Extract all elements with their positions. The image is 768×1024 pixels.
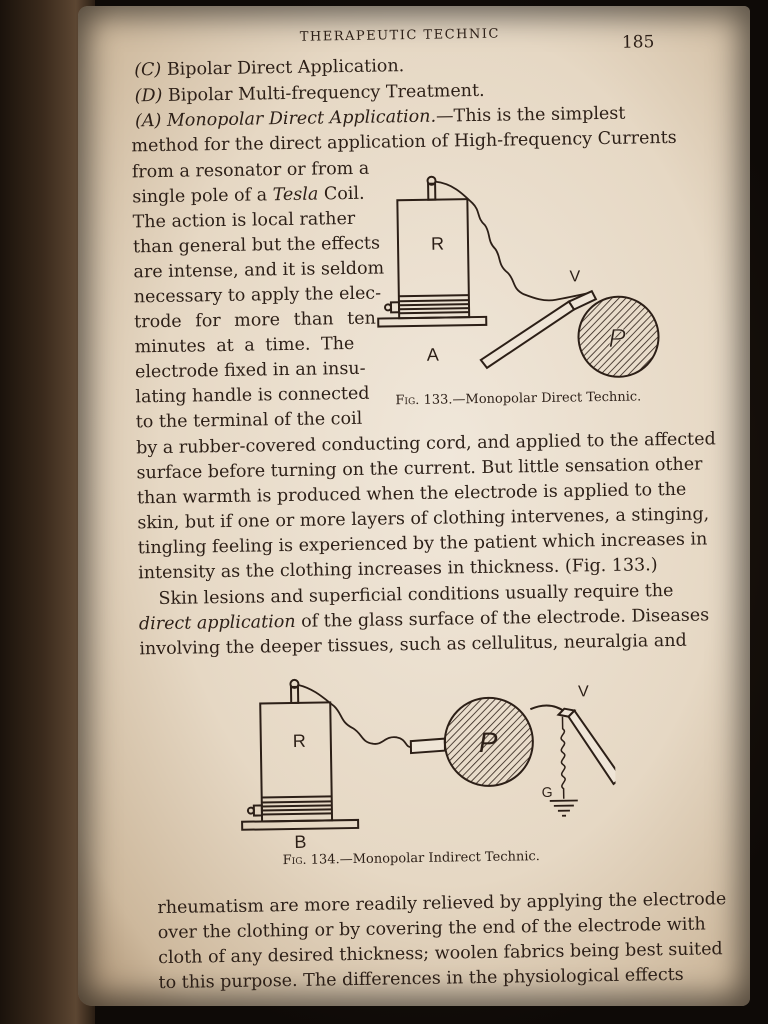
running-head: THERAPEUTIC TECHNIC [299, 26, 501, 45]
figure-134-diagram [234, 668, 617, 854]
fig133-label-r: R [430, 233, 445, 254]
paragraph1-line: tingling feeling is experienced by the patient which increases in [137, 529, 708, 559]
paragraph3-line: over the clothing or by covering the end of the electrode with [157, 914, 706, 944]
wrap-line: than general but the effects [132, 233, 381, 258]
paragraph1-line: than warmth is produced when the electrode is applied to the [136, 479, 687, 509]
page-content [78, 6, 750, 1006]
intro-line: method for the direct application of High-frequency Currents [131, 127, 677, 157]
fig133-label-a: A [426, 344, 439, 365]
paragraph2-line: involving the deeper tissues, such as cellulitus, neuralgia and [139, 630, 687, 660]
wrap-line: are intense, and it is seldom [133, 258, 385, 283]
figure-134-caption: Fig. 134.—Monopolar Indirect Technic. [282, 849, 541, 869]
wrap-line: to the terminal of the coil [135, 408, 363, 433]
wrap-line: The action is local rather [132, 208, 356, 233]
figure-133-caption: Fig. 133.—Monopolar Direct Technic. [395, 389, 642, 409]
wrap-line: lating handle is connected [135, 383, 370, 408]
resonator-r [240, 679, 358, 830]
paragraph3-line: cloth of any desired thickness; woolen fabrics being best suited [158, 939, 723, 969]
list-item-d: (D) Bipolar Multi-frequency Treatment. [134, 80, 485, 107]
fig134-label-r: R [292, 730, 306, 751]
electrode-handle [530, 704, 616, 785]
fig134-label-g: G [541, 783, 553, 801]
list-item-c: (C) Bipolar Direct Application. [134, 56, 405, 81]
figure-133-diagram [372, 160, 676, 395]
conducting-cord [435, 179, 588, 302]
fig134-label-b: B [294, 831, 307, 852]
fig134-label-p: P [478, 726, 498, 759]
wrap-line: trode for more than ten [134, 308, 377, 333]
paragraph2-line: direct application of the glass surface of the electrode. Diseases [138, 605, 710, 635]
fig133-label-p: P [608, 322, 627, 353]
paragraph1-line: intensity as the clothing increases in thickness. (Fig. 133.) [138, 555, 658, 584]
wrap-line: electrode fixed in an insu- [134, 358, 366, 383]
conducting-cord [298, 683, 411, 749]
paragraph1-line: by a rubber-covered conducting cord, and applied to the affected [136, 429, 716, 459]
electrode-connector [411, 739, 445, 754]
paragraph1-line: surface before turning on the current. But little sensation other [136, 454, 703, 484]
book-page [78, 6, 750, 1006]
paragraph3-line: rheumatism are more readily relieved by applying the electrode [157, 889, 727, 919]
paragraph2-line: Skin lesions and superficial conditions usually require the [158, 580, 674, 610]
wrap-line: from a resonator or from a [131, 158, 370, 183]
fig133-label-v: V [569, 268, 581, 286]
wrap-line: necessary to apply the elec- [133, 283, 382, 308]
wrap-line: minutes at a time. The [134, 333, 355, 358]
paragraph1-line: skin, but if one or more layers of clothing intervenes, a stinging, [137, 504, 710, 534]
paragraph3-line: to this purpose. The differences in the physiological effects [158, 964, 684, 994]
fig134-label-v: V [577, 683, 589, 701]
page-number: 185 [621, 32, 655, 53]
wrap-line: single pole of a Tesla Coil. [132, 183, 365, 208]
list-item-a: (A) Monopolar Direct Application.—This is the simplest [134, 103, 626, 132]
ground-symbol [550, 800, 578, 815]
ground-wire [561, 717, 566, 799]
